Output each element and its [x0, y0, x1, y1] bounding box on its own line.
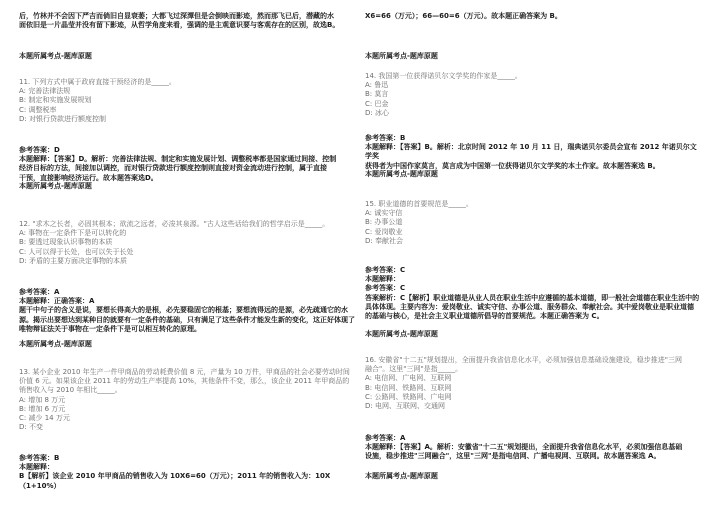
- reference-answer: 参考答案：B: [19, 454, 60, 462]
- option: A: 完善法律法规: [19, 87, 71, 96]
- answer-15: [365, 266, 701, 321]
- option: C: 减少 14 万元: [19, 414, 70, 423]
- question-stem: 融合"。这里"三网"是指_____。: [365, 365, 463, 374]
- intro-paragraph: [19, 12, 355, 30]
- section-source-label: 本题所属考点-题库原题: [19, 340, 92, 348]
- option: D: 对银行贷款进行额度控制: [19, 114, 106, 123]
- option: A: 增加 8 万元: [19, 395, 66, 404]
- option: A: 事物在一定条件下是可以转化的: [19, 229, 127, 238]
- question-stem: 14. 我国第一位获得诺贝尔文学奖的作家是_____。: [365, 72, 522, 80]
- question-stem: 16. 安徽省"十二五"规划提出，全面提升我省信息化水平，必须加强信息基础设施建设，稳步推进"三网: [365, 356, 683, 364]
- question-13: [19, 368, 355, 432]
- answer-14: [365, 134, 701, 171]
- option: D: 电网、互联网、交通网: [365, 402, 445, 411]
- option: C: 人可以得于长处，也可以失于长处: [19, 247, 134, 256]
- option: B: 办事公道: [365, 218, 403, 227]
- question-stem: 12. "求木之长者，必固其根本；欲流之远者，必浚其泉源。"古人这些话给我们的哲学启示是_____。: [19, 220, 330, 228]
- text-line: 本题解释：【答案】D。解析：完善法律法规、制定和实施发展计划、调整税率都是国家通过间接、控制: [19, 155, 337, 164]
- text-line: X6=66（万元）；66—60=6（万元）。故本题正确答案为 B。: [365, 12, 562, 20]
- text-line: 设施，稳步推进"三网融合"，这里"三网"是指电信网、广播电视网、互联网。故本题答案选 A。: [365, 452, 661, 461]
- section-source-label: 本题所属考点-题库原题: [19, 52, 92, 60]
- option: C: 公路网、铁路网、广电网: [365, 392, 452, 401]
- answer-16: [365, 434, 701, 462]
- answer-11: [19, 146, 355, 183]
- text-line: 的基础与核心，是社会主义职业道德所倡导的首要规范。本题正确答案为 C。: [365, 312, 604, 321]
- question-stem: 11. 下列方式中属于政府直接干预经济的是_____。: [19, 78, 176, 86]
- text-line: 本题解释：: [19, 463, 54, 472]
- text-line: 干预，直接影响经济运行。故本题答案选D。: [19, 173, 158, 182]
- text-line: 题干中句子的含义是说，要想长得高大的是根，必先要稳固它的根基；要想流得远的是源，必先疏通它的水: [19, 306, 348, 315]
- section-source-label: 本题所属考点-题库原题: [365, 472, 438, 480]
- text-line: 获得者为中国作家莫言，莫言成为中国第一位获得诺贝尔文学奖的本土作家。故本题答案选 B。: [365, 161, 660, 170]
- question-16: [365, 356, 701, 411]
- question-11: [19, 78, 355, 124]
- option: B: 制定和实施发展规划: [19, 96, 92, 105]
- reference-answer: 参考答案：C: [365, 266, 406, 274]
- question-stem: 15. 职业道德的首要规范是_____。: [365, 200, 473, 208]
- text-line: 本题解释：正确答案：A: [19, 297, 95, 306]
- option: B: 增加 6 万元: [19, 404, 66, 413]
- text-line: 本题解释：【答案】A。解析：安徽省"十二五"规划提出，全面提升我省信息化水平，必须加强信息基础: [365, 443, 683, 452]
- option: D: 矛盾的主要方面决定事物的本质: [19, 256, 127, 265]
- reference-answer: 参考答案：A: [19, 288, 60, 296]
- section-source-label: 本题所属考点-题库原题: [19, 182, 92, 190]
- option: A: 鲁迅: [365, 81, 389, 90]
- option: D: 不变: [19, 423, 43, 432]
- text-line: 面依旧是一片晶莹并没有留下影迹，从哲学角度来看，强调的是主观意识要与客观存在的区别，故选B。: [19, 21, 340, 30]
- question-15: [365, 200, 701, 246]
- answer-12: [19, 288, 355, 334]
- option: A: 诚实守信: [365, 209, 403, 218]
- section-source-label: 本题所属考点-题库原题: [365, 52, 438, 60]
- option: B: 电信网、铁路网、互联网: [365, 383, 452, 392]
- question-14: [365, 72, 701, 118]
- text-line: 本题解释：: [365, 275, 400, 284]
- option: D: 奉献社会: [365, 236, 403, 245]
- option: A: 电信网、广电网、互联网: [365, 374, 452, 383]
- text-line: 答案解析：C【解析】职业道德是从业人员在职业生活中应遵循的基本道德，即一般社会道德在职业生活中的: [365, 293, 700, 302]
- reference-answer: 参考答案：D: [19, 146, 60, 154]
- option: C: 巴金: [365, 99, 389, 108]
- question-stem: 价值 6 元。如果该企业 2011 年的劳动生产率提高 10%，其他条件不变，那么，该企业 2011 年甲商品的: [19, 377, 350, 386]
- text-line: 源。揭示出要想达到某种目的就要有一定条件的基础，只有满足了这些条件才能发生新的变化，这正好体现了: [19, 315, 355, 324]
- text-line: 具体体现。主要内容为：爱岗敬业、诚实守信、办事公道、服务群众、奉献社会。其中爱岗敬业是职业道德: [365, 302, 694, 311]
- option: C: 爱岗敬业: [365, 227, 403, 236]
- text-line: 经济目标的方法，间接加以调控，而对银行贷款进行额度控制则直接对资金流动进行控制，属于直接: [19, 164, 327, 173]
- question-stem: 13. 某小企业 2010 年生产一件甲商品的劳动耗费价值 8 元，产量为 10 万件，甲商品的社会必要劳动时间: [19, 368, 350, 376]
- reference-answer: 参考答案：B: [365, 134, 406, 142]
- option: C: 调整税率: [19, 105, 57, 114]
- text-line: 唯物辩证法关于事物在一定条件下是可以相互转化的原理。: [19, 324, 201, 333]
- question-stem: 销售收入与 2010 年相比_____。: [19, 386, 122, 395]
- option: B: 要透过现象认识事物的本质: [19, 238, 113, 247]
- section-source-label: 本题所属考点-题库原题: [365, 330, 438, 338]
- text-line: 本题解释：【答案】B。解析：北京时间 2012 年 10 月 11 日，瑞典诺贝尔委员会宣布 2012 年诺贝尔文学奖: [365, 143, 697, 161]
- option: B: 莫言: [365, 90, 389, 99]
- text-line: B【解析】该企业 2010 年甲商品的销售收入为 10X6=60（万元）；2011 年的销售收入为：10X（1+10%）: [19, 472, 331, 490]
- reference-answer: 参考答案：C: [365, 284, 406, 293]
- text-line: 后，竹林并不会因下严吉而倘旧自显衰萎；大都飞过深潭但是会倒映而影迹，然而那飞已后，潜藏的水: [19, 12, 334, 20]
- section-source-label: 本题所属考点-题库原题: [365, 170, 438, 178]
- question-12: [19, 220, 355, 266]
- reference-answer: 参考答案：A: [365, 434, 406, 442]
- answer-13: [19, 454, 355, 491]
- option: D: 冰心: [365, 108, 389, 117]
